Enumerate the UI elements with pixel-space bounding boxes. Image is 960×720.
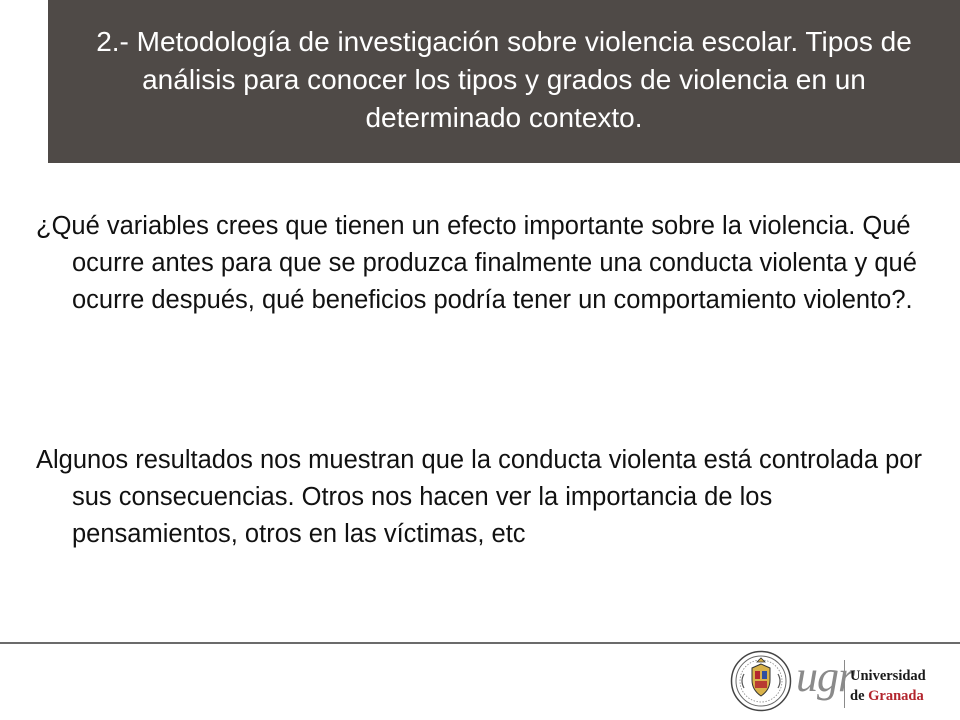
university-seal-icon (730, 650, 792, 712)
paragraph-question: ¿Qué variables crees que tienen un efecto importante sobre la violencia. Qué ocurre antes para que se produzca finalmente una conducta violenta y qué ocurre después, qué beneficios podría tener un comportamiento violento?. (36, 212, 917, 314)
university-name-prefix: de (850, 688, 865, 704)
slide-title: 2.- Metodología de investigación sobre violencia escolar. Tipos de análisis para conocer los tipos y grados de violencia en un determinado contexto. (96, 25, 912, 133)
university-name-line2 (850, 686, 926, 706)
ugr-mark: ugr (796, 652, 855, 701)
paragraph-results: Algunos resultados nos muestran que la conducta violenta está controlada por sus consecuencias. Otros nos hacen ver la importancia de los pensamientos, otros en las víctimas, etc (36, 446, 922, 548)
logo-divider (844, 660, 845, 708)
university-name (850, 666, 926, 706)
university-logo (730, 648, 930, 716)
university-name-line1: Universidad (850, 668, 926, 684)
university-name-granada: Granada (868, 688, 924, 704)
slide-title-box (48, 0, 960, 163)
footer-divider (0, 642, 960, 644)
